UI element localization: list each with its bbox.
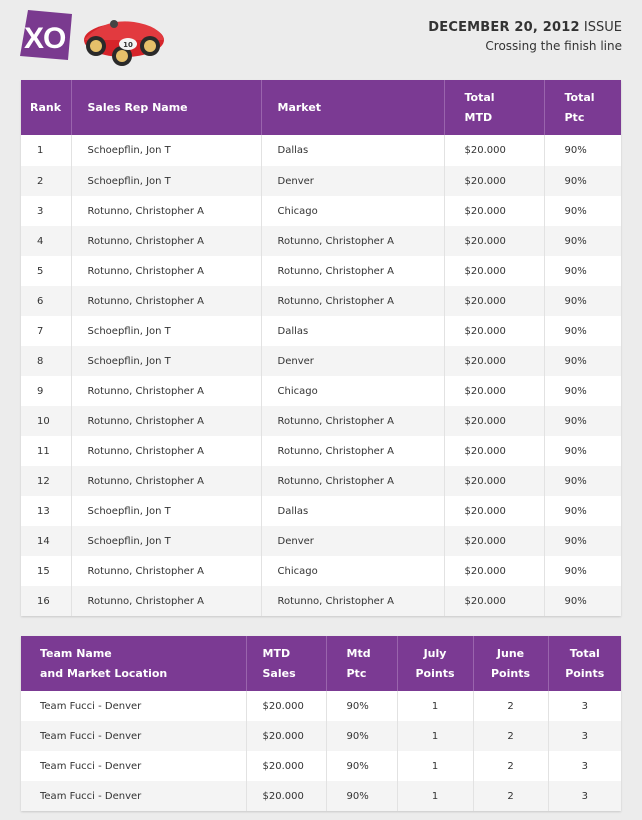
issue-info	[428, 20, 622, 53]
rep-cell: Rotunno, Christopher A	[71, 586, 261, 616]
header-total-ptc-line2: Ptc	[564, 110, 585, 124]
market-cell: Chicago	[261, 196, 444, 226]
table-row	[21, 781, 621, 811]
ptc-cell: 90%	[564, 445, 587, 457]
table-row	[21, 256, 621, 286]
table-row	[21, 346, 621, 376]
table-row	[21, 436, 621, 466]
team-name-cell: Team Fucci - Denver	[21, 781, 246, 811]
header-team-name-line2: and Market Location	[40, 666, 168, 680]
market-cell: Rotunno, Christopher A	[261, 226, 444, 256]
team-standings-card	[21, 636, 621, 811]
header-total-points-line1: Total	[569, 646, 600, 660]
market-cell: Dallas	[261, 135, 444, 166]
rep-cell: Rotunno, Christopher A	[71, 436, 261, 466]
ptc-cell: 90%	[564, 325, 587, 337]
june-points-cell: 2	[473, 751, 548, 781]
mtd-cell: $20.000	[444, 226, 544, 256]
xo-logo	[20, 10, 72, 60]
rep-cell: Rotunno, Christopher A	[71, 196, 261, 226]
market-cell: Rotunno, Christopher A	[261, 436, 444, 466]
table-row	[21, 466, 621, 496]
rep-cell: Rotunno, Christopher A	[71, 226, 261, 256]
mtd-cell: $20.000	[444, 466, 544, 496]
mtd-cell: $20.000	[444, 316, 544, 346]
mtd-cell: $20.000	[444, 196, 544, 226]
mtd-sales-cell: $20.000	[246, 691, 326, 721]
table-row	[21, 496, 621, 526]
ptc-cell: 90%	[564, 265, 587, 277]
header-july-points-line1: July	[423, 646, 447, 660]
ptc-cell: 90%	[544, 466, 621, 496]
market-cell: Dallas	[261, 496, 444, 526]
market-cell: Rotunno, Christopher A	[261, 466, 444, 496]
june-points-cell: 2	[473, 691, 548, 721]
header-mtd-ptc-line1: Mtd	[346, 646, 371, 660]
rep-cell: Schoepflin, Jon T	[71, 316, 261, 346]
mtd-sales-cell: $20.000	[246, 721, 326, 751]
header-july-points-line2: Points	[415, 666, 455, 680]
rank-cell: 9	[21, 376, 71, 406]
team-header-row	[21, 636, 621, 691]
market-cell: Denver	[261, 166, 444, 196]
rank-cell: 2	[21, 166, 71, 196]
table-row	[21, 376, 621, 406]
table-row	[21, 691, 621, 721]
header-total-points	[548, 636, 621, 691]
rep-cell: Schoepflin, Jon T	[71, 135, 261, 166]
rep-cell: Rotunno, Christopher A	[71, 466, 261, 496]
header-total-points-line2: Points	[565, 666, 605, 680]
rank-cell: 15	[21, 556, 71, 586]
rep-cell: Schoepflin, Jon T	[71, 346, 261, 376]
header-market: Market	[261, 80, 444, 135]
market-cell: Dallas	[261, 316, 444, 346]
rank-cell: 8	[21, 346, 71, 376]
rep-cell: Schoepflin, Jon T	[71, 496, 261, 526]
total-points-cell: 3	[548, 721, 621, 751]
mtd-ptc-cell: 90%	[326, 691, 397, 721]
mtd-ptc-cell: 90%	[326, 781, 397, 811]
ptc-cell: 90%	[544, 586, 621, 616]
table-row	[21, 135, 621, 166]
mtd-cell: $20.000	[444, 346, 544, 376]
mtd-cell: $20.000	[444, 586, 544, 616]
ptc-cell: 90%	[544, 286, 621, 316]
july-points-cell: 1	[397, 751, 473, 781]
ptc-cell: 90%	[544, 406, 621, 436]
ptc-cell: 90%	[544, 346, 621, 376]
team-name-cell: Team Fucci - Denver	[21, 751, 246, 781]
header-mtd-ptc	[326, 636, 397, 691]
header-team-name-line1: Team Name	[40, 646, 112, 660]
total-points-cell: 3	[581, 760, 588, 772]
header-total-mtd	[444, 80, 544, 135]
ptc-cell: 90%	[564, 205, 587, 217]
market-cell: Denver	[261, 346, 444, 376]
header-mtd-sales-line2: Sales	[262, 666, 296, 680]
ptc-cell: 90%	[544, 166, 621, 196]
team-name-cell: Team Fucci - Denver	[21, 721, 246, 751]
issue-date: DECEMBER 20, 2012	[428, 20, 580, 35]
header-mtd-ptc-line2: Ptc	[346, 666, 367, 680]
team-name-cell: Team Fucci - Denver	[21, 691, 246, 721]
ptc-cell: 90%	[564, 145, 587, 156]
table-row	[21, 751, 621, 781]
mtd-cell: $20.000	[444, 286, 544, 316]
header-mtd-sales-line1: MTD	[262, 646, 291, 660]
header-rank: Rank	[21, 80, 71, 135]
mtd-cell: $20.000	[444, 166, 544, 196]
mtd-cell: $20.000	[444, 526, 544, 556]
newsletter-header	[0, 0, 642, 80]
rank-cell: 7	[21, 316, 71, 346]
rank-cell: 10	[21, 406, 71, 436]
mtd-cell: $20.000	[444, 135, 544, 166]
rep-cell: Rotunno, Christopher A	[71, 256, 261, 286]
rank-cell: 16	[21, 586, 71, 616]
market-cell: Rotunno, Christopher A	[261, 286, 444, 316]
table-row	[21, 406, 621, 436]
rank-cell: 6	[21, 286, 71, 316]
team-table-body	[21, 691, 621, 811]
july-points-cell: 1	[397, 691, 473, 721]
table-row	[21, 526, 621, 556]
table-row	[21, 166, 621, 196]
issue-word: ISSUE	[583, 20, 622, 35]
rep-cell: Schoepflin, Jon T	[71, 526, 261, 556]
market-cell: Chicago	[261, 376, 444, 406]
header-total-mtd-line1: Total	[464, 90, 495, 104]
header-july-points	[397, 636, 473, 691]
rank-cell: 3	[21, 196, 71, 226]
market-cell: Rotunno, Christopher A	[261, 406, 444, 436]
team-standings-table	[21, 636, 621, 811]
table-row	[21, 721, 621, 751]
mtd-ptc-cell: 90%	[326, 721, 397, 751]
total-points-cell: 3	[581, 700, 588, 712]
total-points-cell: 3	[548, 781, 621, 811]
rep-cell: Rotunno, Christopher A	[71, 556, 261, 586]
market-cell: Chicago	[261, 556, 444, 586]
header-june-points-line2: Points	[490, 666, 531, 680]
sales-leaderboard-table	[21, 80, 621, 616]
issue-subtitle: Crossing the finish line	[485, 39, 622, 53]
ptc-cell: 90%	[544, 226, 621, 256]
rank-cell: 14	[21, 526, 71, 556]
rep-cell: Rotunno, Christopher A	[71, 376, 261, 406]
header-mtd-sales	[246, 636, 326, 691]
mtd-cell: $20.000	[444, 376, 544, 406]
july-points-cell: 1	[397, 721, 473, 751]
ptc-cell: 90%	[564, 565, 587, 577]
race-car-icon	[74, 10, 166, 68]
market-cell: Rotunno, Christopher A	[261, 586, 444, 616]
mtd-cell: $20.000	[444, 256, 544, 286]
header-sales-rep: Sales Rep Name	[71, 80, 261, 135]
table-header-row	[21, 80, 621, 135]
rank-cell: 11	[21, 436, 71, 466]
xo-logo-text: XO	[24, 22, 66, 55]
header-total-ptc	[544, 80, 621, 135]
header-total-mtd-line2: MTD	[464, 110, 493, 124]
car-number: 10	[123, 41, 133, 49]
issue-heading	[428, 20, 622, 35]
table-row	[21, 196, 621, 226]
sales-leaderboard-card	[21, 80, 621, 616]
mtd-sales-cell: $20.000	[246, 751, 326, 781]
rank-cell: 1	[21, 135, 71, 166]
mtd-cell: $20.000	[444, 556, 544, 586]
rep-cell: Rotunno, Christopher A	[71, 286, 261, 316]
ptc-cell: 90%	[564, 385, 587, 397]
rank-cell: 5	[21, 256, 71, 286]
sales-table-body	[21, 135, 621, 616]
mtd-cell: $20.000	[444, 436, 544, 466]
rep-cell: Rotunno, Christopher A	[71, 406, 261, 436]
header-team-name	[21, 636, 246, 691]
table-row	[21, 226, 621, 256]
mtd-cell: $20.000	[444, 406, 544, 436]
table-row	[21, 586, 621, 616]
ptc-cell: 90%	[564, 505, 587, 517]
june-points-cell: 2	[473, 781, 548, 811]
table-row	[21, 316, 621, 346]
rank-cell: 4	[21, 226, 71, 256]
ptc-cell: 90%	[544, 526, 621, 556]
table-row	[21, 556, 621, 586]
rank-cell: 13	[21, 496, 71, 526]
market-cell: Rotunno, Christopher A	[261, 256, 444, 286]
rank-cell: 12	[21, 466, 71, 496]
mtd-cell: $20.000	[444, 496, 544, 526]
june-points-cell: 2	[473, 721, 548, 751]
july-points-cell: 1	[397, 781, 473, 811]
header-total-ptc-line1: Total	[564, 90, 595, 104]
table-row	[21, 286, 621, 316]
header-june-points-line1: June	[496, 646, 525, 660]
header-june-points	[473, 636, 548, 691]
mtd-sales-cell: $20.000	[246, 781, 326, 811]
market-cell: Denver	[261, 526, 444, 556]
mtd-ptc-cell: 90%	[326, 751, 397, 781]
rep-cell: Schoepflin, Jon T	[71, 166, 261, 196]
